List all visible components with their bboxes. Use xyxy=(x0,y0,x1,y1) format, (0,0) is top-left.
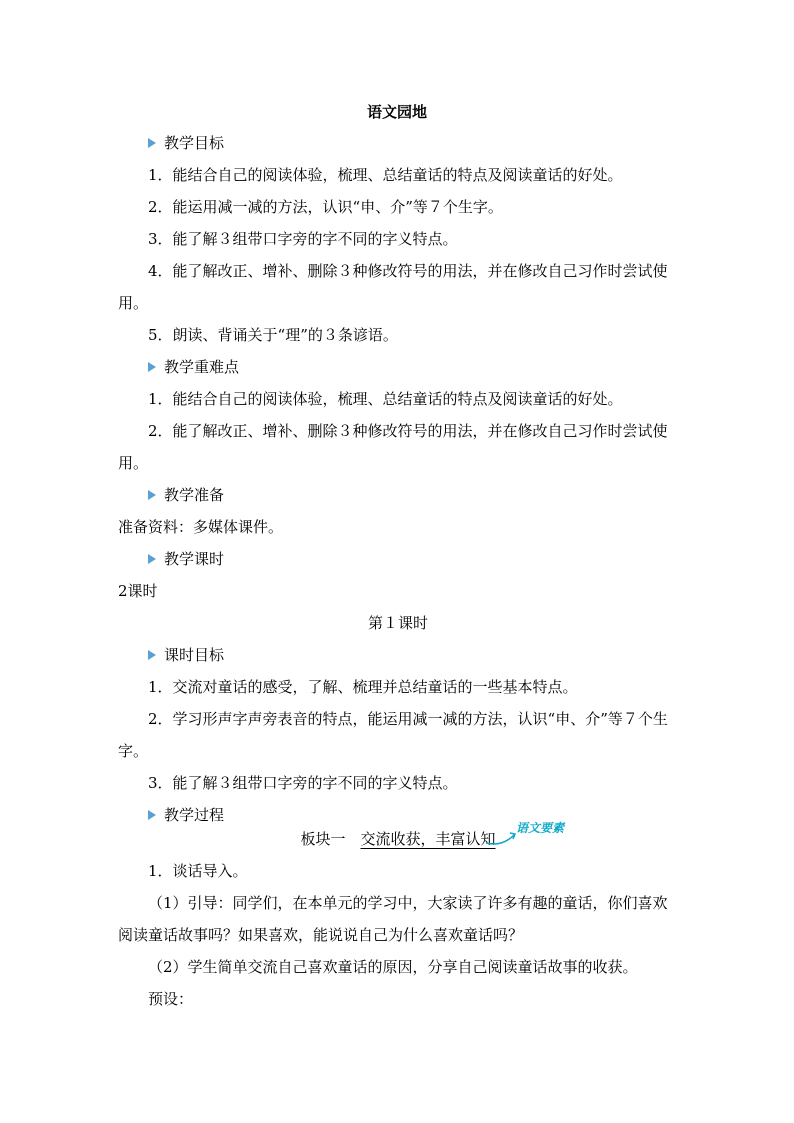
step-item: （1）引导：同学们，在本单元的学习中，大家读了许多有趣的童话，你们喜欢阅读童话故事吗？如果喜欢，能说说自己为什么喜欢童话吗？ xyxy=(118,894,668,944)
key-item: 2．能了解改正、增补、删除３种修改符号的用法，并在修改自己习作时尝试使用。 xyxy=(118,422,668,472)
section-heading-lesson-goals: 课时目标 xyxy=(148,639,224,671)
plate-heading xyxy=(118,823,678,855)
prep-text: 准备资料：多媒体课件。 xyxy=(118,518,284,536)
section-heading-hours: 教学课时 xyxy=(148,543,224,575)
lesson-title: 第１课时 xyxy=(367,614,428,632)
goal-item: 1．能结合自己的阅读体验，梳理、总结童话的特点及阅读童话的好处。 xyxy=(148,166,623,184)
triangle-bullet-icon xyxy=(148,490,156,500)
goal-item: 2．能运用减一减的方法，认识“申、介”等７个生字。 xyxy=(148,198,503,216)
lesson-goal-item: 3．能了解３组带口字旁的字不同的字义特点。 xyxy=(148,774,458,792)
goal-item: 4．能了解改正、增补、删除３种修改符号的用法，并在修改自己习作时尝试使用。 xyxy=(118,262,668,312)
section-heading-key: 教学重难点 xyxy=(148,351,239,383)
key-item: 1．能结合自己的阅读体验，梳理、总结童话的特点及阅读童话的好处。 xyxy=(148,390,623,408)
goal-item: 3．能了解３组带口字旁的字不同的字义特点。 xyxy=(148,230,458,248)
goal-item: 5．朗读、背诵关于“理”的３条谚语。 xyxy=(148,326,398,344)
hours-text: 2课时 xyxy=(118,582,158,600)
plate-title: 交流收获，丰富认知 xyxy=(360,830,496,848)
triangle-bullet-icon xyxy=(148,650,156,660)
lesson-goal-item: 1．交流对童话的感受，了解、梳理并总结童话的一些基本特点。 xyxy=(148,678,578,696)
step-item: （2）学生简单交流自己喜欢童话的原因，分享自己阅读童话故事的收获。 xyxy=(148,958,638,976)
section-heading-goals: 教学目标 xyxy=(148,127,224,159)
section-heading-process: 教学过程 xyxy=(148,799,224,831)
step-item: 预设： xyxy=(148,990,194,1008)
plate-label: 板块一 xyxy=(300,830,346,848)
lesson-goal-item: 2．学习形声字声旁表音的特点，能运用减一减的方法，认识“申、介”等７个生字。 xyxy=(118,710,668,760)
triangle-bullet-icon xyxy=(148,810,156,820)
step-item: 1．谈话导入。 xyxy=(148,862,248,880)
section-heading-prep: 教学准备 xyxy=(148,479,224,511)
plate-tag: 语文要素 xyxy=(516,821,565,835)
page-title: 语文园地 xyxy=(366,103,427,121)
triangle-bullet-icon xyxy=(148,138,156,148)
triangle-bullet-icon xyxy=(148,554,156,564)
triangle-bullet-icon xyxy=(148,362,156,372)
